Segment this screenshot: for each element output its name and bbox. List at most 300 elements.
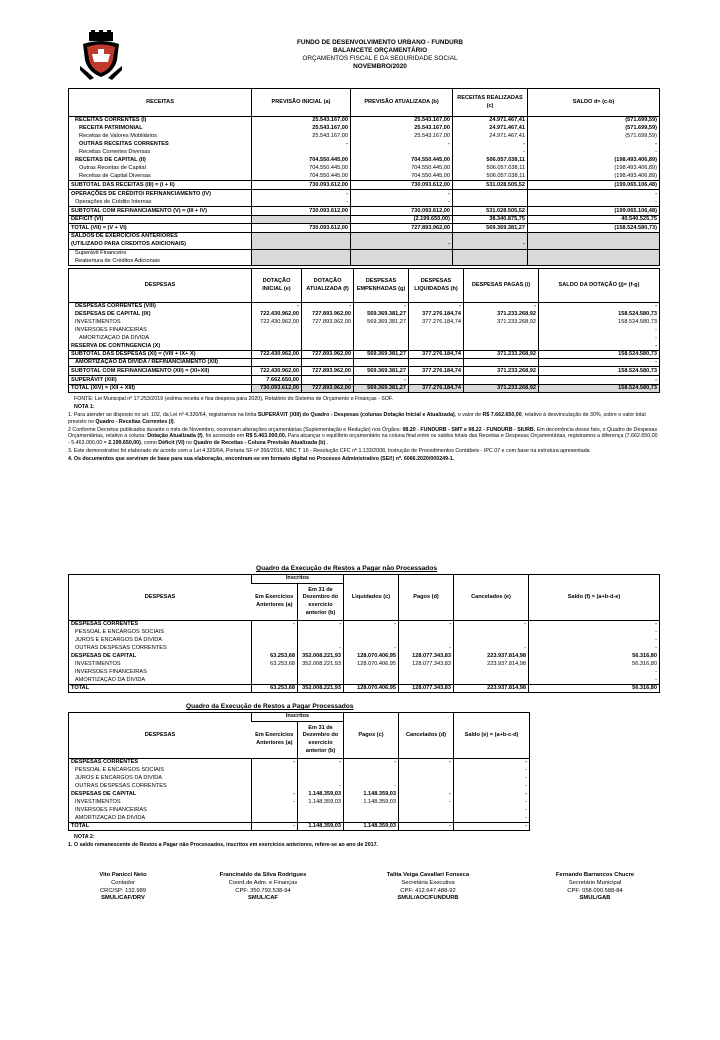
rpp-row xyxy=(69,783,530,791)
note1-item1-text-d: R$ 7.662.650,00 xyxy=(482,411,522,418)
despesas-cell-e: 7.662.650,00 xyxy=(252,376,302,385)
receitas-cell-c xyxy=(453,199,528,207)
note1-item2-text-j: Déficit (VI) xyxy=(158,440,185,447)
rpnp-table xyxy=(68,574,660,693)
rpp-cell-a: - xyxy=(252,759,298,767)
rpnp-row-label: TOTAL xyxy=(69,685,252,693)
rpp-cell-a xyxy=(252,783,298,791)
rpnp-cell-b xyxy=(298,669,344,677)
rpnp-header-liquidados: Liquidados (c) xyxy=(344,575,399,621)
signature-role: Secretária Executiva xyxy=(401,879,455,886)
rpnp-cell-c: 128.070.406,95 xyxy=(344,653,399,661)
receitas-cell-c: 506.057.038,11 xyxy=(453,165,528,173)
rpp-cell-e: - xyxy=(454,799,530,807)
receitas-table xyxy=(68,88,660,266)
rpnp-header-inscritos: Inscritos xyxy=(252,575,344,584)
signature-name: Francinaldo da Silva Rodrigues xyxy=(219,872,307,878)
rpnp-row xyxy=(69,661,660,669)
rpp-header-saldo: Saldo (e) = (a+b-c-d) xyxy=(454,713,530,759)
despesas-cell-h: 377.276.184,74 xyxy=(409,385,464,393)
rpp-cell-a: - xyxy=(252,791,298,799)
despesas-row xyxy=(69,319,660,327)
despesas-row-label: AMORTIZAÇÃO DA DÍVIDA xyxy=(79,335,150,341)
rpnp-cell-d xyxy=(399,637,454,645)
source-note: FONTE: Lei Municipal nº 17.253/2019 (estima receita e fixa despesa para 2020), Relatório do Sistema de Orçamento e Finanças - SOF. xyxy=(74,396,394,402)
rpp-cell-e: - xyxy=(454,775,530,783)
rpnp-cell-d: 128.077.343,83 xyxy=(399,661,454,669)
receitas-cell-a: - xyxy=(252,199,351,207)
receitas-row-label: SUBTOTAL COM REFINANCIAMENTO (V) = (III + IV) xyxy=(69,207,252,216)
receitas-cell-a: 704.550.445,00 xyxy=(252,173,351,181)
rpp-cell-c: 1.148.359,03 xyxy=(344,799,399,807)
rpnp-cell-f: - xyxy=(529,621,660,629)
despesas-cell-i xyxy=(464,376,539,385)
signature-unit: SMUL/GAB xyxy=(579,895,611,902)
receitas-row xyxy=(69,190,660,199)
despesas-header-empenhadas: DESPESAS EMPENHADAS (g) xyxy=(354,269,409,303)
rpp-body xyxy=(69,759,530,831)
despesas-cell-e: - xyxy=(252,303,302,311)
rpp-cell-b xyxy=(298,815,344,823)
receitas-cell-b: 25.543.167,00 xyxy=(351,125,453,133)
receitas-cell-b: 704.550.445,00 xyxy=(351,165,453,173)
receitas-row-label: TOTAL (VII) = (V + VI) xyxy=(69,224,252,233)
rpnp-cell-e: 223.937.814,98 xyxy=(454,653,529,661)
despesas-row xyxy=(69,327,660,335)
rpnp-cell-e: 223.937.814,98 xyxy=(454,685,529,693)
receitas-cell-a: 730.093.612,00 xyxy=(252,207,351,216)
despesas-cell-j: 158.524.580,73 xyxy=(539,311,660,319)
rpnp-cell-f: - xyxy=(529,677,660,685)
rpnp-body xyxy=(69,621,660,693)
rpp-cell-e: - xyxy=(454,823,530,831)
receitas-row xyxy=(69,216,660,224)
receitas-row-label: DÉFICIT (VI) xyxy=(69,216,252,224)
despesas-cell-j: - xyxy=(539,303,660,311)
receitas-row xyxy=(69,165,660,173)
receitas-row xyxy=(69,224,660,233)
note1-item1-text-f: Quadro - Receitas Correntes (I) xyxy=(95,418,174,425)
receitas-cell-d: (158.524.580,73) xyxy=(528,224,660,233)
receitas-header-previsao-inicial: PREVISÃO INICIAL (a) xyxy=(252,89,351,117)
despesas-cell-h xyxy=(409,327,464,335)
receitas-cell-d xyxy=(528,241,660,250)
receitas-row-label: OPERAÇÕES DE CRÉDITO/ REFINANCIAMENTO (IV) xyxy=(69,190,252,199)
rpp-row-label: AMORTIZAÇÃO DA DÍVIDA xyxy=(75,814,146,821)
receitas-cell-b: (2.199.650,00) xyxy=(351,216,453,224)
rpp-header-exercicios-anteriores: Em Exercícios Anteriores (a) xyxy=(252,722,298,759)
rpp-row-label: DESPESAS CORRENTES xyxy=(71,759,139,766)
rpnp-cell-b: 352.008.221,93 xyxy=(298,661,344,669)
receitas-cell-c: 24.971.467,41 xyxy=(453,125,528,133)
header-period: NOVEMBRO/2020 xyxy=(353,63,407,70)
note1-item1-text-b: SUPERÁVIT (XIII) do Quadro - Despesas (colunas Dotação Inicial e Atualizada) xyxy=(257,411,455,418)
rpnp-row-label: INVESTIMENTOS xyxy=(75,661,121,667)
despesas-row xyxy=(69,351,660,359)
signatures-row xyxy=(68,872,668,912)
receitas-cell-b xyxy=(351,233,453,241)
despesas-cell-g: - xyxy=(354,303,409,311)
receitas-cell-d xyxy=(528,233,660,241)
rpnp-cell-e: - xyxy=(454,645,529,653)
receitas-cell-a: - xyxy=(252,190,351,199)
signature-block xyxy=(520,872,670,903)
despesas-cell-f xyxy=(302,335,354,343)
receitas-cell-b: 25.543.167,00 xyxy=(351,133,453,141)
despesas-row xyxy=(69,367,660,376)
receitas-cell-a: 704.550.445,00 xyxy=(252,165,351,173)
despesas-cell-e: 722.430.962,00 xyxy=(252,351,302,359)
rpnp-cell-f: 56.316,80 xyxy=(529,653,660,661)
rpp-cell-e: - xyxy=(454,791,530,799)
rpnp-cell-d: 128.077.343,83 xyxy=(399,653,454,661)
receitas-cell-a: 704.550.445,00 xyxy=(252,157,351,165)
receitas-cell-b: 730.093.612,00 xyxy=(351,181,453,190)
despesas-cell-g: 569.369.381,27 xyxy=(354,351,409,359)
receitas-cell-d: (198.493.406,89) xyxy=(528,173,660,181)
despesas-cell-h: 377.276.184,74 xyxy=(409,311,464,319)
despesas-cell-i xyxy=(464,335,539,343)
receitas-cell-a: - xyxy=(252,141,351,149)
rpp-cell-d: - xyxy=(399,799,454,807)
note1-item2-text-f: R$ 5.463.000,00. xyxy=(245,433,287,440)
receitas-row xyxy=(69,241,660,250)
despesas-cell-j: 158.524.580,73 xyxy=(539,367,660,376)
despesas-header-pagas: DESPESAS PAGAS (i) xyxy=(464,269,539,303)
rpnp-cell-f: - xyxy=(529,637,660,645)
rpnp-cell-a xyxy=(252,629,298,637)
note1-item2-text-e: , foi acrescido em xyxy=(202,433,246,440)
note1-item3: 3. Este demonstrativo foi elaborado de acordo com a Lei 4.320/64, Portaria SF nº 266/2016, NBC T 16 - Resolução CFC nº 1.133/2008, Instrução de Procedimentos Contábeis - IPC 07 e com base na estrutura apresentada xyxy=(68,448,590,455)
receitas-cell-c: 24.971.467,41 xyxy=(453,133,528,141)
receitas-cell-c: - xyxy=(453,141,528,149)
despesas-cell-g xyxy=(354,335,409,343)
despesas-cell-e: 722.430.962,00 xyxy=(252,319,302,327)
rpnp-cell-c xyxy=(344,629,399,637)
signature-unit: SMUL/CAF/DRV xyxy=(101,895,145,902)
rpnp-cell-a: 63.253,68 xyxy=(252,653,298,661)
rpp-header-label: DESPESAS xyxy=(69,713,252,759)
rpnp-row xyxy=(69,669,660,677)
despesas-cell-i xyxy=(464,359,539,367)
receitas-row-label: Superávit Financeiro xyxy=(69,250,252,258)
rpp-cell-c: 1.148.359,03 xyxy=(344,823,399,831)
receitas-row xyxy=(69,157,660,165)
rpp-cell-c xyxy=(344,767,399,775)
receitas-row xyxy=(69,181,660,190)
rpnp-cell-f: - xyxy=(529,669,660,677)
receitas-cell-c xyxy=(453,233,528,241)
rpnp-cell-b xyxy=(298,637,344,645)
receitas-row-label: RECEITA PATRIMONIAL xyxy=(79,125,143,131)
despesas-cell-h: 377.276.184,74 xyxy=(409,367,464,376)
despesas-cell-j: 158.524.580,73 xyxy=(539,385,660,393)
despesas-row xyxy=(69,311,660,319)
despesas-cell-i: 371.233.268,92 xyxy=(464,311,539,319)
rpp-cell-e: - xyxy=(454,759,530,767)
receitas-row xyxy=(69,117,660,125)
receitas-cell-a xyxy=(252,233,351,241)
rpnp-cell-a xyxy=(252,645,298,653)
despesas-cell-i: 371.233.268,92 xyxy=(464,367,539,376)
note1-item2-text-g: Para alcançar o equilíbrio orçamentário na coluna final entre os saldos totais das Receitas e Despesas Orçamentárias, registramos a diferença (7.662.650,00 - 5.463.000,00 = xyxy=(68,433,658,447)
receitas-row xyxy=(69,149,660,157)
note1-item2-text-c: Em decorrência desse fato, o Quadro de Despesas Orçamentárias, relativo a coluna: xyxy=(68,426,658,440)
signature-document: CRC/SP: 132.989 xyxy=(99,887,147,894)
despesas-row-label: RESERVA DE CONTINGÊNCIA (X) xyxy=(71,342,161,349)
rpp-cell-c xyxy=(344,807,399,815)
rpp-cell-d: - xyxy=(399,823,454,831)
receitas-cell-b xyxy=(351,258,453,266)
rpp-title: Quadro da Execução de Restos a Pagar Processados xyxy=(186,703,354,710)
receitas-cell-d: - xyxy=(528,199,660,207)
receitas-cell-d: (198.493.406,89) xyxy=(528,165,660,173)
despesas-row-label: SUBTOTAL COM REFINANCIAMENTO (XII) = (XI+XII) xyxy=(69,367,252,376)
note1-item2-text-h: 2.199.650,00) xyxy=(108,440,141,447)
rpnp-cell-a: 63.253,68 xyxy=(252,661,298,669)
rpp-cell-b xyxy=(298,767,344,775)
rpp-cell-d xyxy=(399,815,454,823)
rpnp-cell-c xyxy=(344,637,399,645)
despesas-cell-g: 569.369.381,27 xyxy=(354,385,409,393)
despesas-cell-f: 727.893.962,00 xyxy=(302,311,354,319)
despesas-cell-j: - xyxy=(539,343,660,351)
rpp-row-label: INVERSÕES FINANCEIRAS xyxy=(75,807,147,813)
signature-unit: SMUL/CAF xyxy=(248,895,278,902)
note1-item4-text-c: . xyxy=(452,456,455,462)
rpp-header-31-dezembro: Em 31 de Dezembro do exercício anterior (b) xyxy=(298,722,344,759)
rpp-row xyxy=(69,823,530,831)
despesas-cell-f xyxy=(302,327,354,335)
rpp-cell-d: - xyxy=(399,791,454,799)
despesas-header-saldo: SALDO DA DOTAÇÃO (j)= (f-g) xyxy=(539,269,660,303)
rpnp-cell-a: - xyxy=(252,621,298,629)
rpnp-row-label: INVERSÕES FINANCEIRAS xyxy=(75,669,147,675)
receitas-cell-d: 40.540.525,75 xyxy=(528,216,660,224)
rpp-row xyxy=(69,791,530,799)
rpnp-cell-d xyxy=(399,677,454,685)
rpnp-cell-b: 352.008.221,93 xyxy=(298,653,344,661)
receitas-cell-c xyxy=(453,250,528,258)
rpnp-header-31-dezembro: Em 31 de Dezembro do exercício anterior (b) xyxy=(298,584,344,621)
receitas-cell-c xyxy=(453,258,528,266)
rpnp-cell-c xyxy=(344,677,399,685)
despesas-row xyxy=(69,343,660,351)
rpnp-cell-a xyxy=(252,637,298,645)
rpnp-header-pagos: Pagos (d) xyxy=(399,575,454,621)
receitas-row-label: Receitas Correntes Diversas xyxy=(79,149,151,155)
receitas-cell-b: 704.550.445,00 xyxy=(351,157,453,165)
despesas-cell-h: 377.276.184,74 xyxy=(409,351,464,359)
despesas-cell-h xyxy=(409,376,464,385)
note2-text: 1. O saldo remanescente de Restos a Pagar não Processados, inscritos em exercícios anteriores, refere-se ao ano de 2017. xyxy=(68,841,379,848)
report-header xyxy=(230,39,530,71)
despesas-row xyxy=(69,303,660,311)
signature-block xyxy=(353,872,503,903)
rpp-cell-b: 1.148.359,03 xyxy=(298,799,344,807)
header-report-name: BALANCETE ORÇAMENTÁRIO xyxy=(332,47,428,54)
receitas-cell-d: (198.493.406,89) xyxy=(528,157,660,165)
despesas-cell-i xyxy=(464,343,539,351)
despesas-cell-f: 727.893.962,00 xyxy=(302,367,354,376)
rpnp-cell-f: 56.316,80 xyxy=(529,661,660,669)
notes-section xyxy=(68,396,659,464)
note1-item2-text-k: no xyxy=(184,440,194,447)
receitas-row xyxy=(69,250,660,258)
rpnp-cell-e xyxy=(454,629,529,637)
note2-title: NOTA 2: xyxy=(74,834,95,840)
receitas-cell-a: 25.543.167,00 xyxy=(252,125,351,133)
rpp-cell-e: - xyxy=(454,807,530,815)
rpnp-cell-a xyxy=(252,669,298,677)
rpnp-cell-e: - xyxy=(454,621,529,629)
rpnp-row xyxy=(69,653,660,661)
despesas-cell-h: - xyxy=(409,303,464,311)
receitas-row xyxy=(69,233,660,241)
receitas-header-realizadas: RECEITAS REALIZADAS (c) xyxy=(453,89,528,117)
rpnp-cell-c: 128.070.406,95 xyxy=(344,661,399,669)
signature-block xyxy=(68,872,178,903)
rpnp-cell-e xyxy=(454,677,529,685)
receitas-cell-a: 730.093.612,00 xyxy=(252,224,351,233)
rpp-cell-e: - xyxy=(454,815,530,823)
receitas-cell-b: 25.543.167,00 xyxy=(351,117,453,125)
receitas-cell-d: - xyxy=(528,141,660,149)
despesas-row-label: TOTAL (XIV) = (XII + XIII) xyxy=(69,385,252,393)
note1-item2 xyxy=(68,427,659,448)
rpnp-cell-d xyxy=(399,629,454,637)
rpp-cell-a: - xyxy=(252,823,298,831)
rpnp-header-cancelados: Cancelados (e) xyxy=(454,575,529,621)
receitas-cell-b: - xyxy=(351,241,453,250)
despesas-cell-h xyxy=(409,343,464,351)
rpnp-cell-e xyxy=(454,669,529,677)
receitas-row-label: RECEITAS DE CAPITAL (II) xyxy=(75,157,146,163)
rpnp-cell-d xyxy=(399,669,454,677)
note1-item1-text-a: 1. Para atender ao disposto no art. 102, da Lei nº 4.320/64, registramos na linha xyxy=(68,411,258,418)
rpp-cell-b xyxy=(298,775,344,783)
receitas-cell-c: 506.057.038,11 xyxy=(453,173,528,181)
despesas-cell-h xyxy=(409,335,464,343)
note1-item2-text-m: . xyxy=(325,440,329,447)
rpnp-cell-e xyxy=(454,637,529,645)
note1-item1-text-c: , o valor de xyxy=(454,411,483,418)
receitas-cell-a xyxy=(252,149,351,157)
rpp-cell-c: - xyxy=(344,759,399,767)
despesas-cell-g: 569.369.381,27 xyxy=(354,311,409,319)
despesas-row-label: DESPESAS DE CAPITAL (IX) xyxy=(75,311,151,317)
rpnp-cell-f: - xyxy=(529,645,660,653)
despesas-cell-e: 730.093.612,00 xyxy=(252,385,302,393)
receitas-cell-b: - xyxy=(351,141,453,149)
receitas-cell-d xyxy=(528,250,660,258)
rpnp-row-label: DESPESAS CORRENTES xyxy=(71,621,139,628)
rpnp-cell-b xyxy=(298,677,344,685)
note1-item2-text-b: 98.20 - FUNDURB - SMT e 98.22 - FUNDURB - SIURB. xyxy=(402,426,536,433)
despesas-header-dotacao-inicial: DOTAÇÃO INICIAL (e) xyxy=(252,269,302,303)
despesas-cell-f: 727.893.962,00 xyxy=(302,319,354,327)
signature-block xyxy=(188,872,338,903)
receitas-cell-d xyxy=(528,258,660,266)
despesas-row-label: INVERSÕES FINANCEIRAS xyxy=(75,327,147,333)
rpp-cell-d xyxy=(399,807,454,815)
receitas-cell-b: 704.550.445,00 xyxy=(351,173,453,181)
despesas-cell-h xyxy=(409,359,464,367)
rpnp-row-label: DESPESAS DE CAPITAL xyxy=(71,653,137,659)
despesas-cell-f xyxy=(302,359,354,367)
receitas-header-previsao-atualizada: PREVISÃO ATUALIZADA (b) xyxy=(351,89,453,117)
header-budget-scope: ORÇAMENTOS FISCAL E DA SEGURIDADE SOCIAL xyxy=(302,55,458,62)
receitas-header-label: RECEITAS xyxy=(69,89,252,117)
signature-document: CPF: 350.792.538-94 xyxy=(235,887,291,894)
despesas-cell-h: 377.276.184,74 xyxy=(409,319,464,327)
receitas-cell-a xyxy=(252,250,351,258)
rpp-row xyxy=(69,807,530,815)
receitas-cell-a xyxy=(252,241,351,250)
rpp-cell-b: 1.148.359,03 xyxy=(298,791,344,799)
receitas-body xyxy=(69,117,660,266)
receitas-cell-a: 25.543.167,00 xyxy=(252,133,351,141)
note1-item2-text-a: 2 Conforme Decretos publicados durante o mês de Novembro, ocorreram alterações orçamentárias (Suplementação e Redução) nos Órgãos: xyxy=(68,426,403,433)
despesas-row xyxy=(69,359,660,367)
rpp-cell-a xyxy=(252,807,298,815)
despesas-table xyxy=(68,268,660,393)
rpnp-cell-c: 128.070.406,95 xyxy=(344,685,399,693)
despesas-row-label: SUBTOTAL DAS DESPESAS (XI) = (VIII + IX+ X) xyxy=(69,351,252,359)
despesas-cell-e xyxy=(252,335,302,343)
rpnp-cell-a: 63.253,68 xyxy=(252,685,298,693)
rpnp-title: Quadro da Execução de Restos a Pagar não Processados xyxy=(256,565,438,572)
despesas-cell-e: 722.430.962,00 xyxy=(252,311,302,319)
despesas-header-dotacao-atualizada: DOTAÇÃO ATUALIZADA (f) xyxy=(302,269,354,303)
coat-of-arms-logo xyxy=(80,30,122,80)
rpp-cell-b xyxy=(298,807,344,815)
receitas-row xyxy=(69,125,660,133)
receitas-row-label: OUTRAS RECEITAS CORRENTES xyxy=(79,141,169,147)
rpnp-header-saldo: Saldo (f) = (a+b-d-e) xyxy=(529,575,660,621)
rpp-cell-b: 1.148.359,03 xyxy=(298,823,344,831)
rpnp-cell-d: 128.077.343,83 xyxy=(399,685,454,693)
despesas-cell-e xyxy=(252,359,302,367)
rpp-row-label: PESSOAL E ENCARGOS SOCIAIS xyxy=(75,767,165,773)
rpp-cell-a xyxy=(252,767,298,775)
despesas-cell-i: 371.233.268,92 xyxy=(464,319,539,327)
despesas-cell-f: 727.893.962,00 xyxy=(302,385,354,393)
note1-item4 xyxy=(68,456,659,463)
rpnp-row-label: OUTRAS DESPESAS CORRENTES xyxy=(75,645,167,651)
note1-item2-text-i: , como xyxy=(140,440,159,447)
receitas-cell-d: - xyxy=(528,149,660,157)
rpnp-cell-b: - xyxy=(298,621,344,629)
despesas-cell-i: 371.233.268,92 xyxy=(464,385,539,393)
rpp-cell-d xyxy=(399,775,454,783)
receitas-row xyxy=(69,207,660,216)
rpnp-row xyxy=(69,685,660,693)
rpp-row xyxy=(69,815,530,823)
despesas-cell-e: 722.430.962,00 xyxy=(252,367,302,376)
signature-name: Talita Veiga Cavallari Fonseca xyxy=(386,872,470,878)
signature-name: Vito Panicci Neto xyxy=(99,872,147,878)
rpnp-header-label: DESPESAS xyxy=(69,575,252,621)
signature-role: Secretário Municipal xyxy=(568,879,622,886)
receitas-cell-a xyxy=(252,216,351,224)
despesas-cell-f xyxy=(302,343,354,351)
receitas-row-label: Receitas de Capital Diversas xyxy=(79,172,151,179)
receitas-cell-c: 531.028.505,52 xyxy=(453,207,528,216)
rpp-cell-a: - xyxy=(252,799,298,807)
rpp-row-label: JUROS E ENCARGOS DA DÍVIDA xyxy=(75,775,163,781)
receitas-cell-b: 727.893.962,00 xyxy=(351,224,453,233)
